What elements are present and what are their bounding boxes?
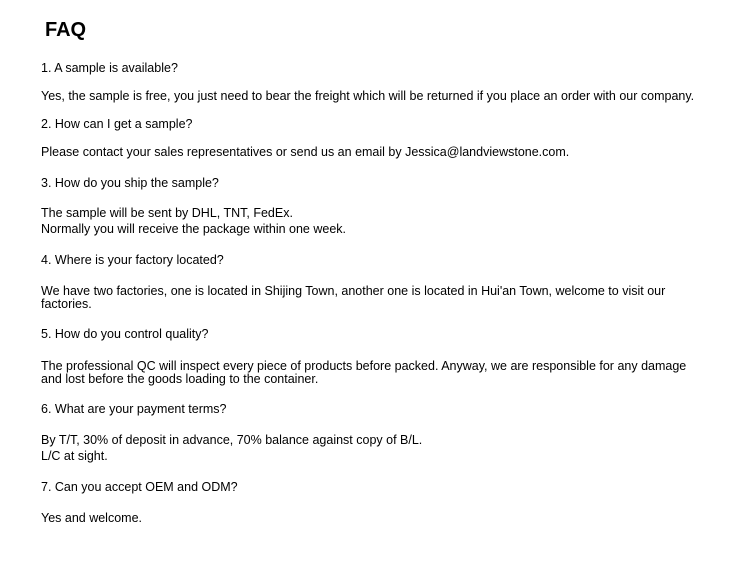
faq-answer-1: Yes, the sample is free, you just need to bear the freight which will be returned if you place an order with our company.	[41, 89, 695, 103]
faq-answer-6-line-1: By T/T, 30% of deposit in advance, 70% balance against copy of B/L.	[41, 433, 423, 447]
faq-answer-6-line-2: L/C at sight.	[41, 449, 108, 463]
faq-answer-7: Yes and welcome.	[41, 511, 142, 525]
faq-answer-2: Please contact your sales representatives or send us an email by Jessica@landviewstone.com.	[41, 145, 570, 159]
faq-answer-3-line-2: Normally you will receive the package within one week.	[41, 222, 347, 236]
page-title: FAQ	[45, 19, 87, 41]
faq-question-6: 6. What are your payment terms?	[41, 402, 227, 416]
faq-answer-5: The professional QC will inspect every piece of products before packed. Anyway, we are responsible for any damage and lost before the goods loading to the container.	[41, 359, 687, 386]
faq-question-5: 5. How do you control quality?	[41, 327, 209, 341]
faq-question-3: 3. How do you ship the sample?	[41, 176, 219, 190]
faq-question-4: 4. Where is your factory located?	[41, 253, 224, 267]
faq-question-1: 1. A sample is available?	[41, 61, 178, 75]
faq-answer-4: We have two factories, one is located in Shijing Town, another one is located in Hui'an Town, welcome to visit our factories.	[41, 284, 666, 311]
faq-question-2: 2. How can I get a sample?	[41, 117, 193, 131]
faq-answer-3-line-1: The sample will be sent by DHL, TNT, FedEx.	[41, 206, 293, 220]
faq-question-7: 7. Can you accept OEM and ODM?	[41, 480, 238, 494]
